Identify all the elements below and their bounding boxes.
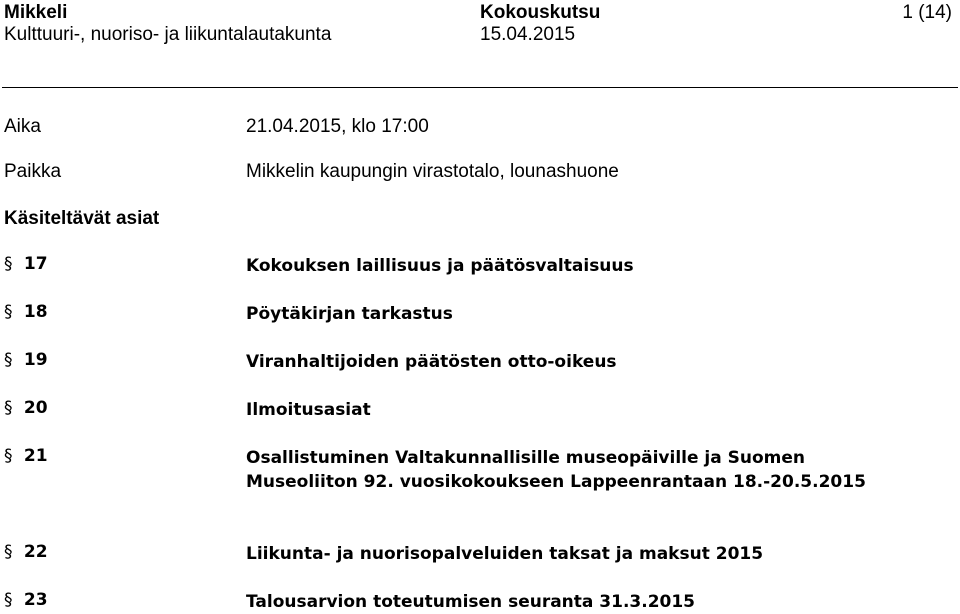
- agenda-item-title: Osallistuminen Valtakunnallisille museopäiville ja Suomen Museoliiton 92. vuosikokoukseen Lappeenrantaan 18.-20.5.2015: [246, 448, 866, 492]
- place-value: Mikkelin kaupungin virastotalo, lounashuone: [246, 161, 619, 182]
- agenda-item-num-text: 22: [18, 542, 48, 562]
- agenda-item-number: [4, 446, 48, 466]
- agenda-item-num-text: 17: [18, 254, 48, 274]
- section-sign-icon: §: [4, 254, 13, 274]
- agenda-heading: Käsiteltävät asiat: [4, 208, 160, 229]
- time-label: Aika: [4, 116, 41, 137]
- section-sign-icon: §: [4, 446, 13, 466]
- time-value: 21.04.2015, klo 17:00: [246, 116, 429, 137]
- section-sign-icon: §: [4, 542, 13, 562]
- agenda-item-num-text: 20: [18, 398, 48, 418]
- agenda-item-title: Pöytäkirjan tarkastus: [246, 304, 453, 324]
- document-type: Kokouskutsu: [480, 2, 601, 23]
- section-sign-icon: §: [4, 302, 13, 322]
- agenda-item-title: Talousarvion toteutumisen seuranta 31.3.2015: [246, 592, 696, 612]
- agenda-item-title: Liikunta- ja nuorisopalveluiden taksat ja maksut 2015: [246, 544, 764, 564]
- section-sign-icon: §: [4, 350, 13, 370]
- agenda-item-title: Kokouksen laillisuus ja päätösvaltaisuus: [246, 256, 634, 276]
- agenda-item-num-text: 21: [18, 446, 48, 466]
- agenda-item-number: [4, 590, 48, 610]
- agenda-item-number: [4, 302, 48, 322]
- agenda-item-number: [4, 350, 48, 370]
- document-header: [0, 0, 960, 50]
- agenda-item-number: [4, 398, 48, 418]
- page-number: 1 (14): [902, 2, 952, 23]
- agenda-item-number: [4, 542, 48, 562]
- agenda-item-num-text: 18: [18, 302, 48, 322]
- organization-name: Mikkeli: [4, 2, 68, 23]
- place-label: Paikka: [4, 161, 62, 182]
- agenda-item-title: Viranhaltijoiden päätösten otto-oikeus: [246, 352, 617, 372]
- agenda-item-number: [4, 254, 48, 274]
- committee-name: Kulttuuri-, nuoriso- ja liikuntalautakunta: [4, 24, 332, 45]
- header-divider: [2, 87, 958, 88]
- agenda-item-num-text: 23: [18, 590, 48, 610]
- agenda-item-num-text: 19: [18, 350, 48, 370]
- document-date: 15.04.2015: [480, 24, 576, 45]
- agenda-item-title: Ilmoitusasiat: [246, 400, 371, 420]
- section-sign-icon: §: [4, 398, 13, 418]
- section-sign-icon: §: [4, 590, 13, 610]
